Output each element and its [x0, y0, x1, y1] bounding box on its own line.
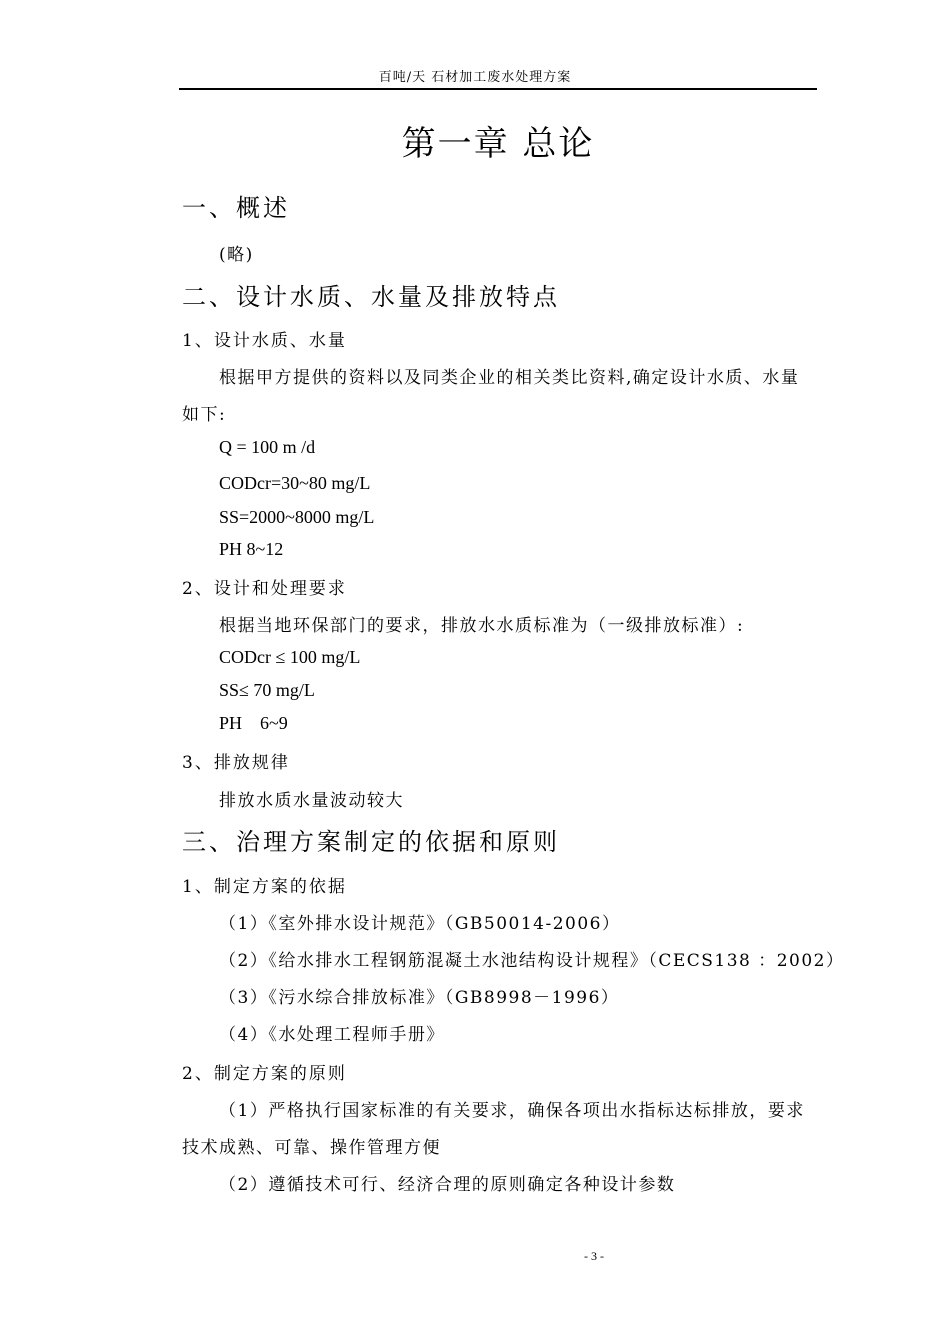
header-rule: [179, 88, 817, 90]
principle-item-continued: 技术成熟、可靠、操作管理方便: [182, 1138, 441, 1158]
reference-item: （1）《室外排水设计规范》（GB50014-2006）: [219, 914, 621, 934]
section-3-2-title: 2、制定方案的原则: [182, 1064, 347, 1084]
ph-limit: PH 6~9: [219, 713, 288, 733]
principle-item: （2）遵循技术可行、经济合理的原则确定各种设计参数: [219, 1175, 676, 1195]
section-2-3-title: 3、排放规律: [182, 753, 290, 773]
paragraph-line: 根据当地环保部门的要求，排放水水质标准为（一级排放标准）:: [219, 616, 745, 636]
page-number: - 3 -: [584, 1249, 604, 1263]
cod-value: CODcr=30~80 mg/L: [219, 473, 371, 493]
section-1-title: 一、概述: [182, 194, 290, 222]
reference-item: （4）《水处理工程师手册》: [219, 1025, 445, 1045]
flow-value: Q = 100 m /d: [219, 437, 316, 457]
paragraph-line: 如下:: [182, 405, 227, 425]
section-3-1-title: 1、制定方案的依据: [182, 877, 347, 897]
chapter-title: 第一章 总论: [401, 124, 595, 164]
paragraph-line: 排放水质水量波动较大: [219, 791, 404, 811]
ss-value: SS=2000~8000 mg/L: [219, 507, 375, 527]
section-2-title: 二、设计水质、水量及排放特点: [182, 283, 560, 311]
section-2-2-title: 2、设计和处理要求: [182, 579, 347, 599]
section-2-1-title: 1、设计水质、水量: [182, 331, 347, 351]
principle-item: （1）严格执行国家标准的有关要求，确保各项出水指标达标排放，要求: [219, 1101, 805, 1121]
section-3-title: 三、治理方案制定的依据和原则: [182, 828, 560, 856]
ph-value: PH 8~12: [219, 539, 284, 559]
cod-limit: CODcr ≤ 100 mg/L: [219, 647, 361, 667]
page-header: 百吨/天 石材加工废水处理方案: [378, 70, 572, 85]
paragraph-line: 根据甲方提供的资料以及同类企业的相关类比资料,确定设计水质、水量: [219, 368, 800, 388]
reference-item: （2）《给水排水工程钢筋混凝土水池结构设计规程》（CECS138 ：2002）: [219, 951, 845, 971]
section-1-body: (略): [219, 245, 254, 265]
ss-limit: SS≤ 70 mg/L: [219, 680, 315, 700]
reference-item: （3）《污水综合排放标准》（GB8998－1996）: [219, 988, 620, 1008]
